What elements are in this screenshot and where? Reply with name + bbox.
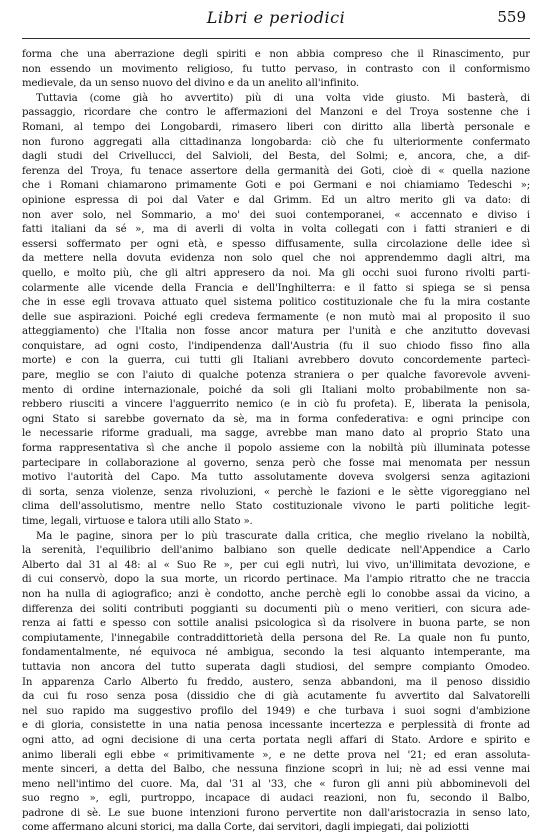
text-line: da mettere nella dovuta evidenza non solo quel che noi apprendemmo dagli altri, ma bbox=[22, 253, 530, 265]
header-rule bbox=[22, 38, 530, 39]
text-line: meno nell'intimo del cuore. Ma, dal '31 al '33, che « furon gli anni più abbominevoli del bbox=[22, 778, 530, 790]
text-line: e di gloria, consistette in una natia penosa incessante incertezza e perplessità di fronte ad bbox=[22, 720, 530, 732]
body-text bbox=[22, 48, 530, 836]
text-line: ferenza del Troya, fu tenace assertore della germanità dei Goti, cioè di « quella nazione bbox=[22, 165, 530, 177]
running-title: Libri e periodici bbox=[206, 8, 346, 27]
text-line: tuttavia non ancora del tutto superata dagli studiosi, del sempre compianto Omodeo. bbox=[22, 661, 530, 673]
text-line: atteggiamento) che l'Italia non fosse ancor matura per l'unità e che anzitutto dovevasi bbox=[22, 326, 530, 338]
text-line: passaggio, ricordare che contro le affermazioni del Manzoni e del Troya sostenne che i bbox=[22, 107, 530, 119]
text-line: Romani, al tempo dei Longobardi, rimasero liberi con diritto alla libertà personale e bbox=[22, 121, 530, 133]
text-line: morte) e con la guerra, cui tutti gli Italiani avrebbero dovuto concordemente partecì- bbox=[22, 355, 530, 367]
text-line: fondamentalmente, né equivoca né ambigua, secondo la tesi alquanto intemperante, ma bbox=[22, 647, 530, 659]
text-line: di sorta, senza violenze, senza rivoluzioni, « perchè le fazioni e le sètte vigoreggiano nel bbox=[22, 486, 530, 498]
text-line: ogni atto, ad ogni decisione di una certa portata negli affari di Stato. Ardore e spirito e bbox=[22, 734, 530, 746]
text-line: pare, meglio se con l'aiuto di qualche potenza straniera o per qualche favorevole avveni- bbox=[22, 370, 530, 382]
paragraph bbox=[22, 48, 530, 92]
text-line: In apparenza Carlo Alberto fu freddo, austero, senza abbandoni, ma il penoso dissidio bbox=[22, 676, 530, 688]
text-line: padrone di sè. Le sue buone intenzioni furono pervertite non dall'aristocrazia in senso lato, bbox=[22, 807, 530, 819]
text-line: Tuttavia (come già ho avvertito) più di una volta vide giusto. Mi basterà, di bbox=[36, 92, 530, 104]
text-line: medievale, da un senso nuovo del divino e da un anelito all'infinito. bbox=[22, 78, 359, 90]
text-line: colarmente alle vicende della Francia e dell'Inghilterra: e il fatto si spiega se si pensa bbox=[22, 282, 530, 294]
text-line: di cui conservò, dopo la sua morte, un ricordo pertinace. Ma l'ampio ritratto che ne traccia bbox=[22, 574, 530, 586]
text-line: opinione espressa di poi dal Vater e dal Grimm. Ed un altro merito gli va dato: di bbox=[22, 194, 530, 206]
text-line: delle sue aspirazioni. Poiché egli credeva fermamente (e non mutò mai al proposito il suo bbox=[22, 311, 530, 323]
page-number: 559 bbox=[497, 8, 526, 26]
text-line: ogni Stato si sarebbe governato da sè, ma in forma confederativa: e ogni principe con bbox=[22, 413, 530, 425]
text-line: differenza dei soliti contributi poggianti su documenti più o meno veritieri, con sicura ade- bbox=[22, 603, 530, 615]
text-line: non furono aggregati alla cittadinanza longobarda: ciò che fu ulteriormente confermato bbox=[22, 136, 530, 148]
text-line: le necessarie riforme graduali, ma sagge, avrebbe man mano dato al proprio Stato una bbox=[22, 428, 530, 440]
text-line: mento di ordine internazionale, poiché da soli gli Italiani molto probabilmente non sa- bbox=[22, 384, 530, 396]
text-line: forma rappresentativa sì che anche il popolo assieme con la nobiltà più illuminata potesse bbox=[22, 443, 530, 455]
text-line: animo liberali egli ebbe « primitivamente », e ne dette prova nel '21; ed eran assoluta- bbox=[22, 749, 530, 761]
text-line: dagli studi del Crivellucci, del Salvioli, del Besta, del Solmi; e, ancora, che, a dif- bbox=[22, 151, 530, 163]
text-line: forma che una aberrazione degli spiriti e non abbia compreso che il Rinascimento, pur bbox=[22, 49, 530, 60]
text-line: che i Romani chiamarono primamente Goti e poi Germani e noi chiamiamo Tedeschi »; bbox=[22, 180, 530, 192]
text-line: time, legali, virtuose e talora utili allo Stato ». bbox=[22, 516, 253, 527]
text-line: da cui fu roso senza posa (dissidio che di già acutamente fu avvertito dal Salvatorelli bbox=[22, 691, 530, 703]
text-line: nel suo rapido ma suggestivo profilo del 1949) e che turbava i suoi sogni d'ambizione bbox=[22, 705, 530, 717]
text-line: renza ai fatti e spesso con sottile analisi psicologica sì da risolvere in buona parte, se non bbox=[22, 618, 530, 630]
text-line: clima dell'assolutismo, mentre nello Stato costituzionale vivono le parti politiche legit- bbox=[22, 501, 530, 513]
text-line: suo regno », egli, purtroppo, incapace di audaci reazioni, non fu, secondo il Balbo, bbox=[22, 793, 530, 805]
paragraph bbox=[22, 92, 530, 530]
text-line: fatti italiani da sé », ma di averli di volta in volta collegati con i fatti stranieri e di bbox=[22, 224, 530, 236]
text-line: Ma le pagine, sinora per lo più trascurate dalla critica, che meglio rivelano la nobiltà, bbox=[36, 530, 530, 542]
text-line: conquistare, ad ogni costo, l'indipendenza dall'Austria (fu il suo chiodo fisso fino alla bbox=[22, 340, 530, 352]
text-line: come affermano alcuni storici, ma dalla Corte, dai servitori, dagli impiegati, dai poliziotti bbox=[22, 822, 470, 834]
text-line: che in esse egli trovava attuato quel sistema politico costituzionale che fu la mira costante bbox=[22, 297, 530, 309]
text-line: compiutamente, l'innegabile contraddittorietà della persona del Re. La quale non fu punto, bbox=[22, 632, 530, 644]
running-header bbox=[22, 8, 530, 32]
text-line: non essendo un movimento religioso, fu tutto pervaso, in contrasto con il conformismo bbox=[22, 63, 530, 75]
text-line: motivo l'autorità del Capo. Ma tutto assolutamente doveva svolgersi senza agitazioni bbox=[22, 472, 530, 484]
text-line: rebbero riusciti a vincere l'agguerrito nemico (e in ciò fu profeta). E, liberata la penisola, bbox=[22, 399, 530, 411]
text-line: partecipare in collaborazione al governo, senza però che fosse mai menomata per nessun bbox=[22, 457, 530, 469]
text-line: Alberto dal 31 al 48: al « Suo Re », per cui egli nutrì, lui vivo, un'illimitata devozione, e bbox=[22, 559, 530, 571]
text-line: essersi soffermato per ogni età, e spesso diffusamente, sulla circolazione delle idee sì bbox=[22, 238, 530, 250]
text-line: non aver solo, nel Sommario, a mo' dei suoi contemporanei, « accennato e diviso i bbox=[22, 209, 530, 221]
text-line: la serenità, l'equilibrio dell'animo balbiano son quelle dedicate nell'Appendice a Carlo bbox=[22, 545, 530, 557]
text-line: non ha nulla di agiografico; anzi è condotto, anche perchè egli lo conobbe assai da vicino, a bbox=[22, 588, 530, 600]
text-line: quello, e molto più, che gli altri appresero da noi. Ma gli occhi suoi furono rivolti parti- bbox=[22, 267, 530, 279]
paragraph bbox=[22, 530, 530, 836]
text-line: mente sinceri, a detta del Balbo, che nessuna finzione scoprì in lui; nè ad essi venne mai bbox=[22, 764, 530, 776]
